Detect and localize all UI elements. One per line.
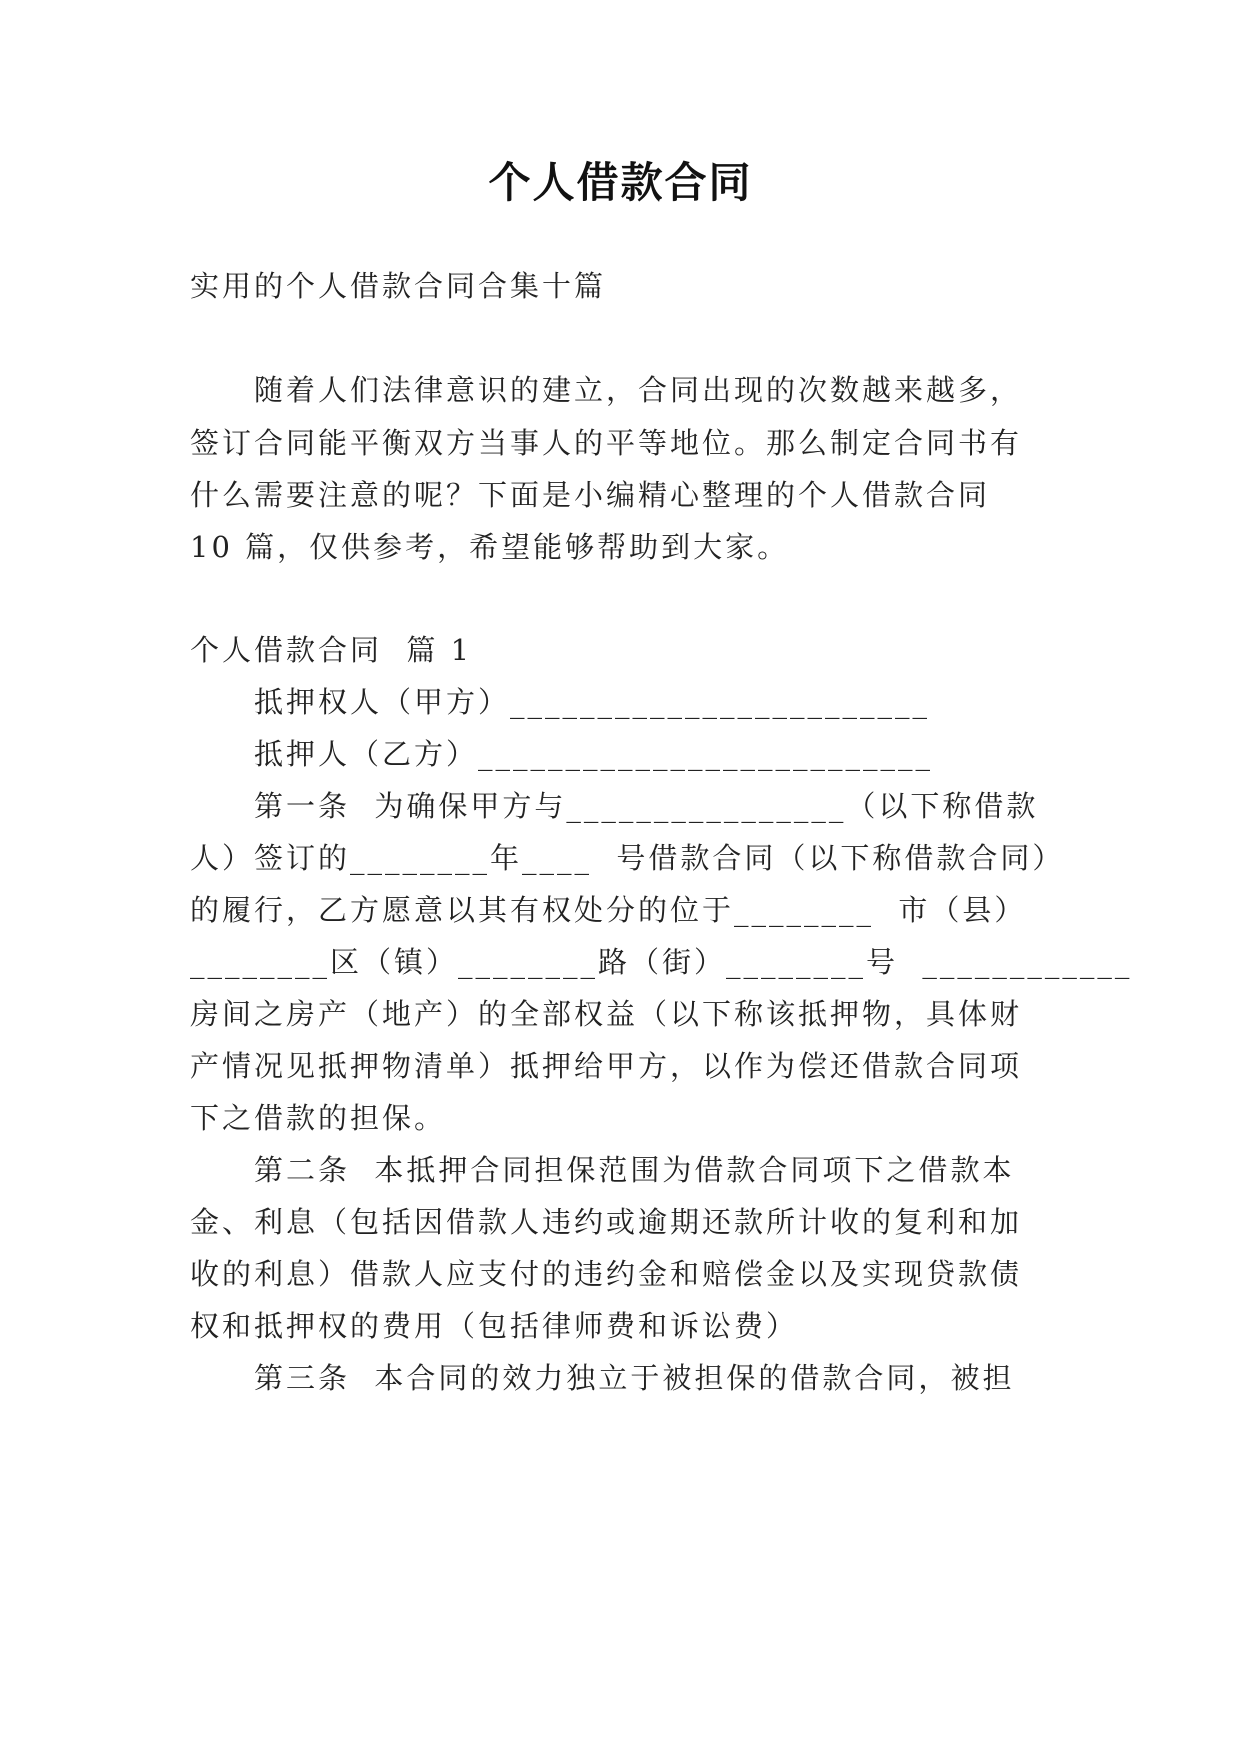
contract-line: 房间之房产（地产）的全部权益（以下称该抵押物，具体财: [190, 997, 1023, 1031]
section-heading: 个人借款合同 篇 1: [190, 633, 473, 667]
contract-line: 第三条 本合同的效力独立于被担保的借款合同，被担: [254, 1361, 1015, 1395]
contract-line: 抵押权人（甲方）________________________: [254, 685, 931, 719]
intro-line: 随着人们法律意识的建立，合同出现的次数越来越多，: [254, 373, 1023, 407]
contract-line: 第二条 本抵押合同担保范围为借款合同项下之借款本: [254, 1153, 1015, 1187]
document-title: 个人借款合同: [488, 158, 753, 207]
contract-line: 第一条 为确保甲方与________________（以下称借款: [254, 789, 1039, 823]
intro-line: 什么需要注意的呢？下面是小编精心整理的个人借款合同: [190, 478, 991, 512]
contract-line: 的履行，乙方愿意以其有权处分的位于________ 市（县）: [190, 893, 1027, 927]
intro-line: 10 篇，仅供参考，希望能够帮助到大家。: [190, 530, 790, 564]
document-subtitle: 实用的个人借款合同合集十篇: [190, 269, 607, 303]
contract-line: 下之借款的担保。: [190, 1101, 447, 1135]
contract-line: 产情况见抵押物清单）抵押给甲方，以作为偿还借款合同项: [190, 1049, 1023, 1083]
contract-line: 收的利息）借款人应支付的违约金和赔偿金以及实现贷款债: [190, 1257, 1023, 1291]
intro-line: 签订合同能平衡双方当事人的平等地位。那么制定合同书有: [190, 426, 1023, 460]
contract-line: 抵押人（乙方）__________________________: [254, 737, 934, 771]
contract-line: 权和抵押权的费用（包括律师费和诉讼费）: [190, 1309, 799, 1343]
contract-line: 人）签订的________年____ 号借款合同（以下称借款合同）: [190, 841, 1065, 875]
contract-line: 金、利息（包括因借款人违约或逾期还款所计收的复利和加: [190, 1205, 1023, 1239]
contract-line: ________区（镇）________路（街）________号 ____________: [190, 945, 1133, 979]
